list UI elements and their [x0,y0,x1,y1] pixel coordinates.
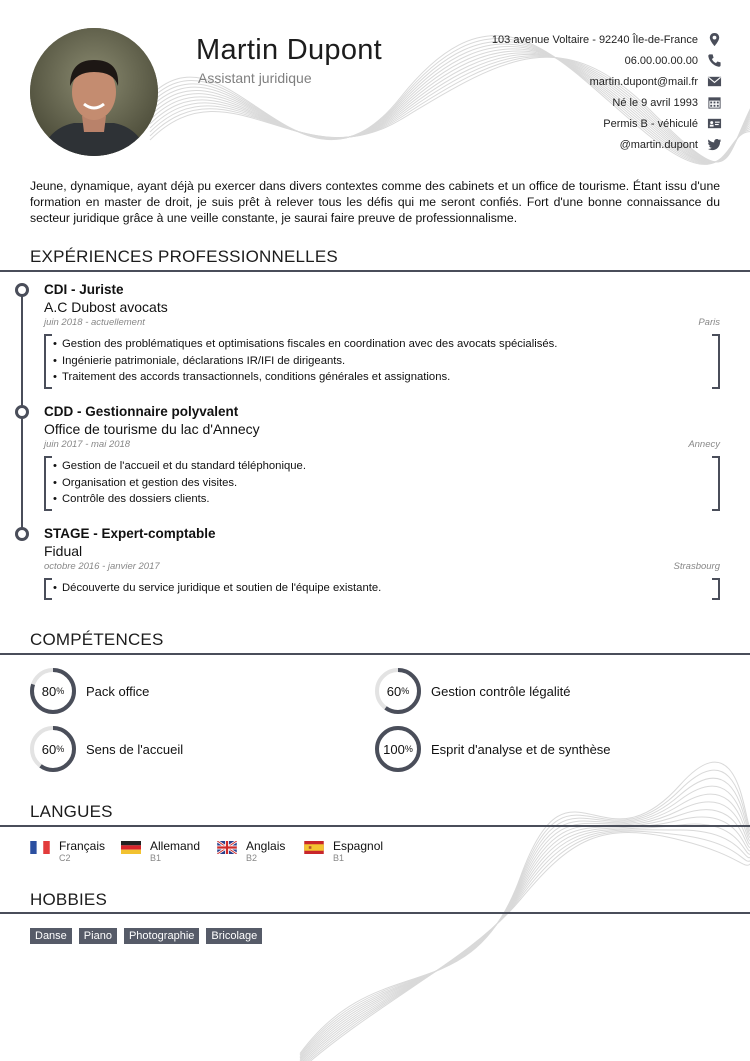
language-level: C2 [59,853,71,863]
list-item: • Traitement des accords transactionnels, conditions générales et assignations. [44,369,720,386]
language-name: Allemand [150,839,201,853]
language-name: Français [59,839,106,853]
contact-twitter [402,134,722,155]
candidate-name: Martin Dupont [196,34,383,66]
contact-email-text[interactable]: martin.dupont@mail.fr [589,75,698,88]
candidate-job-title: Assistant juridique [198,70,312,86]
phone-icon [706,53,722,69]
language-item [30,839,105,863]
experience-dates: octobre 2016 - janvier 2017 [44,561,160,572]
experience-dates: juin 2017 - mai 2018 [44,439,131,450]
contact-list [402,29,722,155]
experience-place: Paris [698,317,720,328]
skill-percentage: 100 % [383,741,413,757]
list-item: • Organisation et gestion des visites. [44,475,720,492]
hobby-tag: Photographie [124,928,199,944]
location-pin-icon [706,32,722,48]
hobby-tag: Danse [30,928,72,944]
contact-address-text: 103 avenue Voltaire - 92240 Île-de-France [491,33,698,46]
contact-license [402,113,722,134]
calendar-icon [706,95,722,111]
list-item: • Ingénierie patrimoniale, déclarations IR/IFI de dirigeants. [44,353,720,370]
wave-line [300,794,750,1059]
section-divider [0,825,750,827]
skill-percentage: 80 % [41,683,65,699]
experience-dates: juin 2018 - actuellement [44,317,145,328]
profile-summary: Jeune, dynamique, ayant déjà pu exercer dans divers contextes comme des cabinets et un office de tourisme. Étant issu d'une formation en master de droit, je suis prêt à relever tous les défis qui me seront confiés. Fort d'une bonne connaissance du secteur juridique grâce à une veille constante, je saurai faire preuve de professionnalisme. [30,179,720,225]
wave-line [300,762,750,1053]
experience-company: Fidual [44,543,83,559]
list-item: • Contrôle des dossiers clients. [44,491,720,508]
contact-email [402,71,722,92]
experience-title: CDD - Gestionnaire polyvalent [44,404,239,419]
spain-flag-icon [304,841,324,854]
contact-birthdate-text: Né le 9 avril 1993 [612,96,698,109]
skill-label: Gestion contrôle légalité [431,683,571,699]
skill-percentage: 60 % [386,683,410,699]
profile-photo [30,28,158,156]
language-name: Espagnol [333,839,384,853]
list-item: • Gestion de l'accueil et du standard téléphonique. [44,458,720,475]
hobby-tag: Bricolage [206,928,262,944]
section-divider [0,653,750,655]
experience-company: Office de tourisme du lac d'Annecy [44,421,260,437]
contact-phone-text: 06.00.00.00.00 [624,54,698,67]
skill-item [374,667,570,715]
contact-license-text: Permis B - véhiculé [603,117,698,130]
contact-phone [402,50,722,71]
section-title-hobbies: HOBBIES [30,890,107,909]
language-level: B2 [246,853,258,863]
language-level: B1 [333,853,345,863]
id-card-icon [706,116,722,132]
experience-title: CDI - Juriste [44,282,124,297]
france-flag-icon [30,841,50,854]
hobby-tag: Piano [79,928,117,944]
uk-flag-icon [217,841,237,854]
wave-line [300,831,750,1061]
experience-place: Annecy [688,439,720,450]
section-title-languages: LANGUES [30,802,113,821]
contact-birthdate [402,92,722,113]
skill-item [374,725,611,773]
hobby-list [30,928,262,944]
twitter-icon [706,137,722,153]
skill-percentage: 60 % [41,741,65,757]
skill-label: Esprit d'analyse et de synthèse [431,741,611,757]
language-item [217,839,285,863]
experience-tasks [44,456,720,511]
experience-tasks [44,334,720,389]
timeline-dot [15,405,29,419]
language-item [121,839,200,863]
contact-twitter-text[interactable]: @martin.dupont [619,138,698,151]
section-divider [0,912,750,914]
germany-flag-icon [121,841,141,854]
skill-item [29,667,149,715]
skill-label: Pack office [86,683,150,699]
contact-address [402,29,722,50]
experience-title: STAGE - Expert-comptable [44,526,216,541]
wave-line [300,778,750,1056]
skill-item [29,725,183,773]
section-title-experiences: EXPÉRIENCES PROFESSIONNELLES [30,247,338,266]
section-title-skills: COMPÉTENCES [30,630,164,649]
language-item [304,839,383,863]
experience-tasks [44,578,720,600]
experience-place: Strasbourg [673,561,720,572]
timeline-dot [15,527,29,541]
skill-label: Sens de l'accueil [86,741,184,757]
wave-line [300,830,750,1061]
language-name: Anglais [246,839,286,853]
wave-line [300,833,750,1061]
envelope-icon [706,74,722,90]
timeline-dot [15,283,29,297]
list-item: • Gestion des problématiques et optimisations fiscales en coordination avec des avocats spécialisés. [44,336,720,353]
experience-company: A.C Dubost avocats [44,299,168,315]
language-level: B1 [150,853,162,863]
section-divider [0,270,750,272]
list-item: • Découverte du service juridique et soutien de l'équipe existante. [44,580,720,597]
